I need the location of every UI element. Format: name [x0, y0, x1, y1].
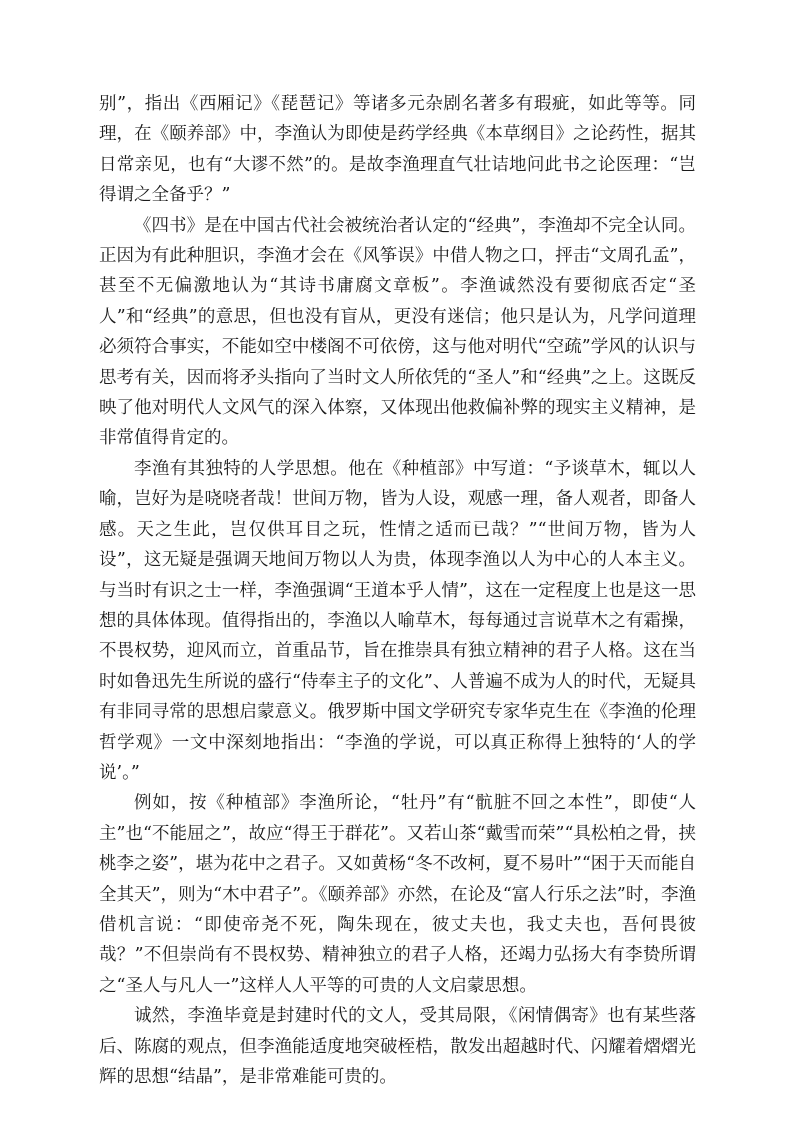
paragraph-four-books: 《四书》是在中国古代社会被统治者认定的“经典”，李渔却不完全认同。正因为有此种胆识，李渔才会在《风筝误》中借人物之口，抨击“文周孔孟”，甚至不无偏激地认为“其诗书庸腐文章板”。李渔诚然没有要彻底否定“圣人”和“经典”的意思，但也没有盲从，更没有迷信；他只是认为，凡学问道理必须符合事实，不能如空中楼阁不可依傍，这与他对明代“空疏”学风的认识与思考有关，因而将矛头指向了当时文人所依凭的“圣人”和“经典”之上。这既反映了他对明代人文风气的深入体察，又体现出他救偏补弊的现实主义精神，是非常值得肯定的。: [99, 215, 696, 449]
paragraph-conclusion: 诚然，李渔毕竟是封建时代的文人，受其局限，《闲情偶寄》也有某些落后、陈腐的观点，但李渔能适度地突破桎梏，散发出超越时代、闪耀着熠熠光辉的思想“结晶”，是非常难能可贵的。: [99, 1006, 696, 1087]
article-body: [99, 89, 696, 1092]
paragraph-examples: 例如，按《种植部》李渔所论，“牡丹”有“骯脏不回之本性”，即使“人主”也“不能屈之”，故应“得王于群花”。又若山茶“戴雪而荣”“具松柏之骨，挟桃李之姿”，堪为花中之君子。又如黄杨“冬不改柯，夏不易叶”“困于天而能自全其天”，则为“木中君子”。《颐养部》亦然，在论及“富人行乐之法”时，李渔借机言说：“即使帝尧不死，陶朱现在，彼丈夫也，我丈夫也，吾何畏彼哉？”不但崇尚有不畏权势、精神独立的君子人格，还竭力弘扬大有李贽所谓之“圣人与凡人一”这样人人平等的可贵的人文启蒙思想。: [99, 793, 696, 996]
paragraph-humanism: 李渔有其独特的人学思想。他在《种植部》中写道：“予谈草木，辄以人喻，岂好为是哓哓者哉！世间万物，皆为人设，观感一理，备人观者，即备人感。天之生此，岂仅供耳目之玩，性情之适而已哉？”“世间万物，皆为人设”，这无疑是强调天地间万物以人为贵，体现李渔以人为中心的人本主义。与当时有识之士一样，李渔强调“王道本乎人情”，这在一定程度上也是这一思想的具体体现。值得指出的，李渔以人喻草木，每每通过言说草木之有霜操，不畏权势，迎风而立，首重品节，旨在推崇具有独立精神的君子人格。这在当时如鲁迅先生所说的盛行“侍奉主子的文化”、人普遍不成为人的时代，无疑具有非同寻常的思想启蒙意义。俄罗斯中国文学研究专家华克生在《李渔的伦理哲学观》一文中深刻地指出：“李渔的学说，可以真正称得上独特的‘人的学说’。”: [99, 458, 696, 783]
paragraph-continued: 别”，指出《西厢记》《琵琶记》等诸多元杂剧名著多有瑕疵，如此等等。同理，在《颐养部》中，李渔认为即使是药学经典《本草纲目》之论药性，据其日常亲见，也有“大谬不然”的。是故李渔理直气壮诘地问此书之论医理：“岂得谓之全备乎？”: [99, 94, 696, 206]
